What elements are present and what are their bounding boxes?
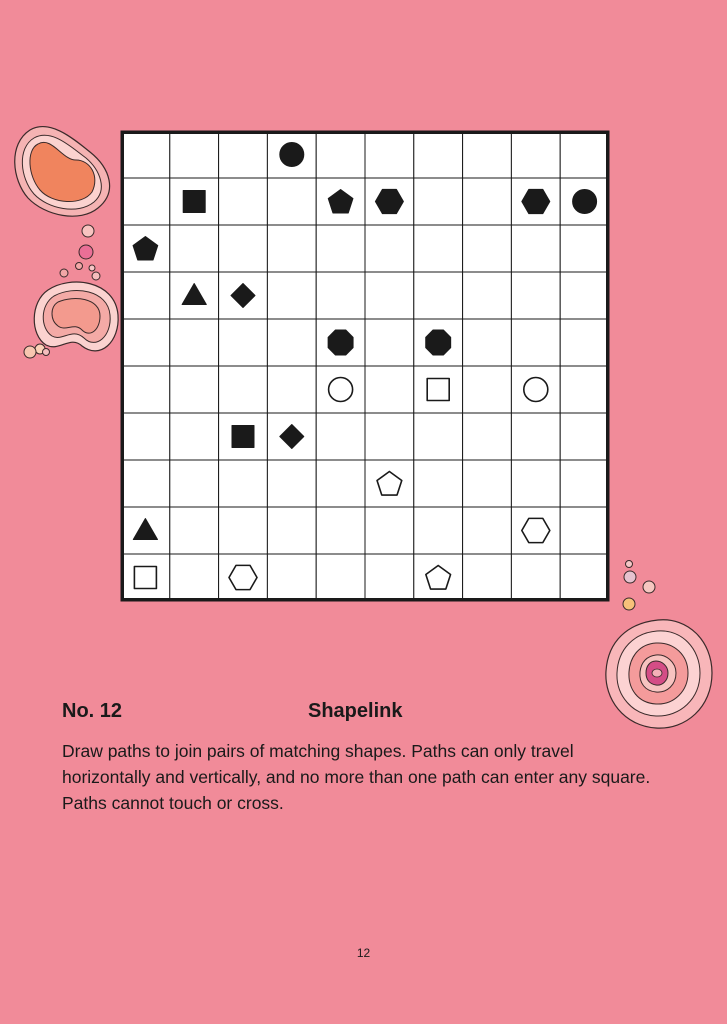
grid-cell[interactable] xyxy=(170,507,219,554)
filled-octagon-icon xyxy=(328,330,353,355)
grid-cell[interactable] xyxy=(414,225,463,272)
grid-cell[interactable] xyxy=(316,272,365,319)
grid-cell[interactable] xyxy=(365,131,414,178)
filled-circle-icon xyxy=(280,143,304,167)
grid-cell[interactable] xyxy=(560,507,609,554)
grid-cell[interactable] xyxy=(365,319,414,366)
grid-cell[interactable] xyxy=(267,460,316,507)
grid-cell[interactable] xyxy=(463,319,512,366)
grid-cell[interactable] xyxy=(316,554,365,601)
grid-cell[interactable] xyxy=(267,272,316,319)
outline-square-icon xyxy=(134,567,156,589)
grid-cell[interactable] xyxy=(267,554,316,601)
grid-cell[interactable] xyxy=(560,272,609,319)
grid-cell[interactable] xyxy=(267,507,316,554)
grid-cell[interactable] xyxy=(219,178,268,225)
grid-cell[interactable] xyxy=(219,131,268,178)
grid-cell[interactable] xyxy=(560,319,609,366)
grid-cell[interactable] xyxy=(170,554,219,601)
grid-cell[interactable] xyxy=(463,554,512,601)
grid-cell[interactable] xyxy=(365,225,414,272)
grid-cell[interactable] xyxy=(463,413,512,460)
grid-cell[interactable] xyxy=(414,507,463,554)
decorative-blobs-left xyxy=(0,120,130,370)
grid-cell[interactable] xyxy=(316,460,365,507)
grid-cell[interactable] xyxy=(121,413,170,460)
grid-cell[interactable] xyxy=(121,460,170,507)
grid-cell[interactable] xyxy=(560,554,609,601)
grid-cell[interactable] xyxy=(219,225,268,272)
grid-cell[interactable] xyxy=(511,272,560,319)
grid-cell[interactable] xyxy=(121,319,170,366)
grid-cell[interactable] xyxy=(365,272,414,319)
puzzle-instructions: Draw paths to join pairs of matching shapes. Paths can only travel horizontally and vertically, and no more than one path can enter any square. Paths cannot touch or cross. xyxy=(62,741,651,813)
grid-cell[interactable] xyxy=(170,319,219,366)
grid-cell[interactable] xyxy=(219,319,268,366)
grid-cell[interactable] xyxy=(560,131,609,178)
grid-cell[interactable] xyxy=(170,225,219,272)
grid-cell[interactable] xyxy=(316,507,365,554)
outline-hexagon-icon xyxy=(229,565,257,589)
grid-cell[interactable] xyxy=(170,366,219,413)
grid-cell[interactable] xyxy=(511,225,560,272)
page-number: 12 xyxy=(356,946,371,960)
grid-cell[interactable] xyxy=(121,178,170,225)
grid-cell[interactable] xyxy=(414,178,463,225)
grid-cell[interactable] xyxy=(219,507,268,554)
outline-circle-icon xyxy=(524,378,548,402)
grid-cell[interactable] xyxy=(463,131,512,178)
concentric-rings-icon xyxy=(606,620,712,728)
grid-cell[interactable] xyxy=(511,131,560,178)
outline-circle-icon xyxy=(329,378,353,402)
outline-square-icon xyxy=(427,379,449,401)
grid-cell[interactable] xyxy=(463,366,512,413)
filled-square-icon xyxy=(183,191,205,213)
grid-cell[interactable] xyxy=(560,413,609,460)
grid-cell[interactable] xyxy=(463,460,512,507)
grid-cell[interactable] xyxy=(414,413,463,460)
filled-square-icon xyxy=(232,426,254,448)
grid-cell[interactable] xyxy=(463,272,512,319)
grid-cell[interactable] xyxy=(511,460,560,507)
grid-cell[interactable] xyxy=(560,225,609,272)
grid-cell[interactable] xyxy=(170,460,219,507)
grid-cell[interactable] xyxy=(511,319,560,366)
grid-cell[interactable] xyxy=(267,366,316,413)
grid-cell[interactable] xyxy=(121,272,170,319)
grid-cell[interactable] xyxy=(414,460,463,507)
grid-cell[interactable] xyxy=(511,554,560,601)
grid-cell[interactable] xyxy=(267,178,316,225)
outline-hexagon-icon xyxy=(522,518,550,542)
grid-cell[interactable] xyxy=(463,178,512,225)
grid-cell[interactable] xyxy=(170,413,219,460)
puzzle-number: No. 12 xyxy=(62,700,123,722)
puzzle-grid[interactable] xyxy=(121,131,609,601)
grid-cell[interactable] xyxy=(365,554,414,601)
filled-octagon-icon xyxy=(426,330,451,355)
grid-cell[interactable] xyxy=(316,131,365,178)
grid-cell[interactable] xyxy=(463,225,512,272)
grid-cell[interactable] xyxy=(170,131,219,178)
filled-circle-icon xyxy=(573,190,597,214)
puzzle-title: Shapelink xyxy=(308,700,403,722)
grid-cell[interactable] xyxy=(365,413,414,460)
grid-cell[interactable] xyxy=(121,366,170,413)
grid-cell[interactable] xyxy=(219,460,268,507)
grid-cell[interactable] xyxy=(414,131,463,178)
grid-cell[interactable] xyxy=(121,131,170,178)
grid-cell[interactable] xyxy=(316,413,365,460)
grid-cell[interactable] xyxy=(316,225,365,272)
grid-cell[interactable] xyxy=(267,225,316,272)
grid-cell[interactable] xyxy=(365,366,414,413)
grid-cell[interactable] xyxy=(463,507,512,554)
grid-cell[interactable] xyxy=(511,413,560,460)
grid-cell[interactable] xyxy=(560,460,609,507)
grid-cell[interactable] xyxy=(267,319,316,366)
grid-cell[interactable] xyxy=(560,366,609,413)
grid-cell[interactable] xyxy=(219,366,268,413)
grid-cell[interactable] xyxy=(365,507,414,554)
grid-cell[interactable] xyxy=(414,272,463,319)
decorative-rings-right xyxy=(600,555,720,735)
